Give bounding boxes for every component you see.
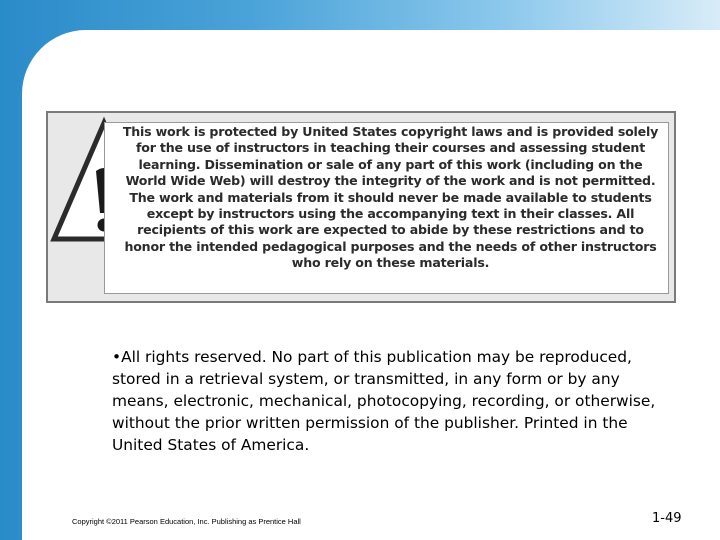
bullet-marker: • (112, 348, 122, 366)
footer-copyright: Copyright ©2011 Pearson Education, Inc. Publishing as Prentice Hall (72, 517, 301, 526)
copyright-warning-text: This work is protected by United States copyright laws and is provided solely for the use of instructors in teaching their courses and assessing student learning. Dissemination or sale of any part of this work (including on the World Wide Web) will destroy the integrity of the work and is not permitted. The work and materials from it should never be made available to students except by instructors using the accompanying text in their classes. All recipients of this work are expected to abide by these restrictions and to honor the intended pedagogical purposes and the needs of other instructors who rely on these materials. (122, 124, 659, 271)
rights-reserved-text: All rights reserved. No part of this publication may be reproduced, stored in a retrieval system, or transmitted, in any form or by any means, electronic, mechanical, photocopying, recording, or otherwise, without the prior written permission of the publisher. Printed in the United States of America. (112, 348, 656, 454)
copyright-notice-box (46, 111, 676, 303)
rights-reserved-paragraph (112, 346, 672, 456)
page-number: 1-49 (652, 511, 682, 526)
